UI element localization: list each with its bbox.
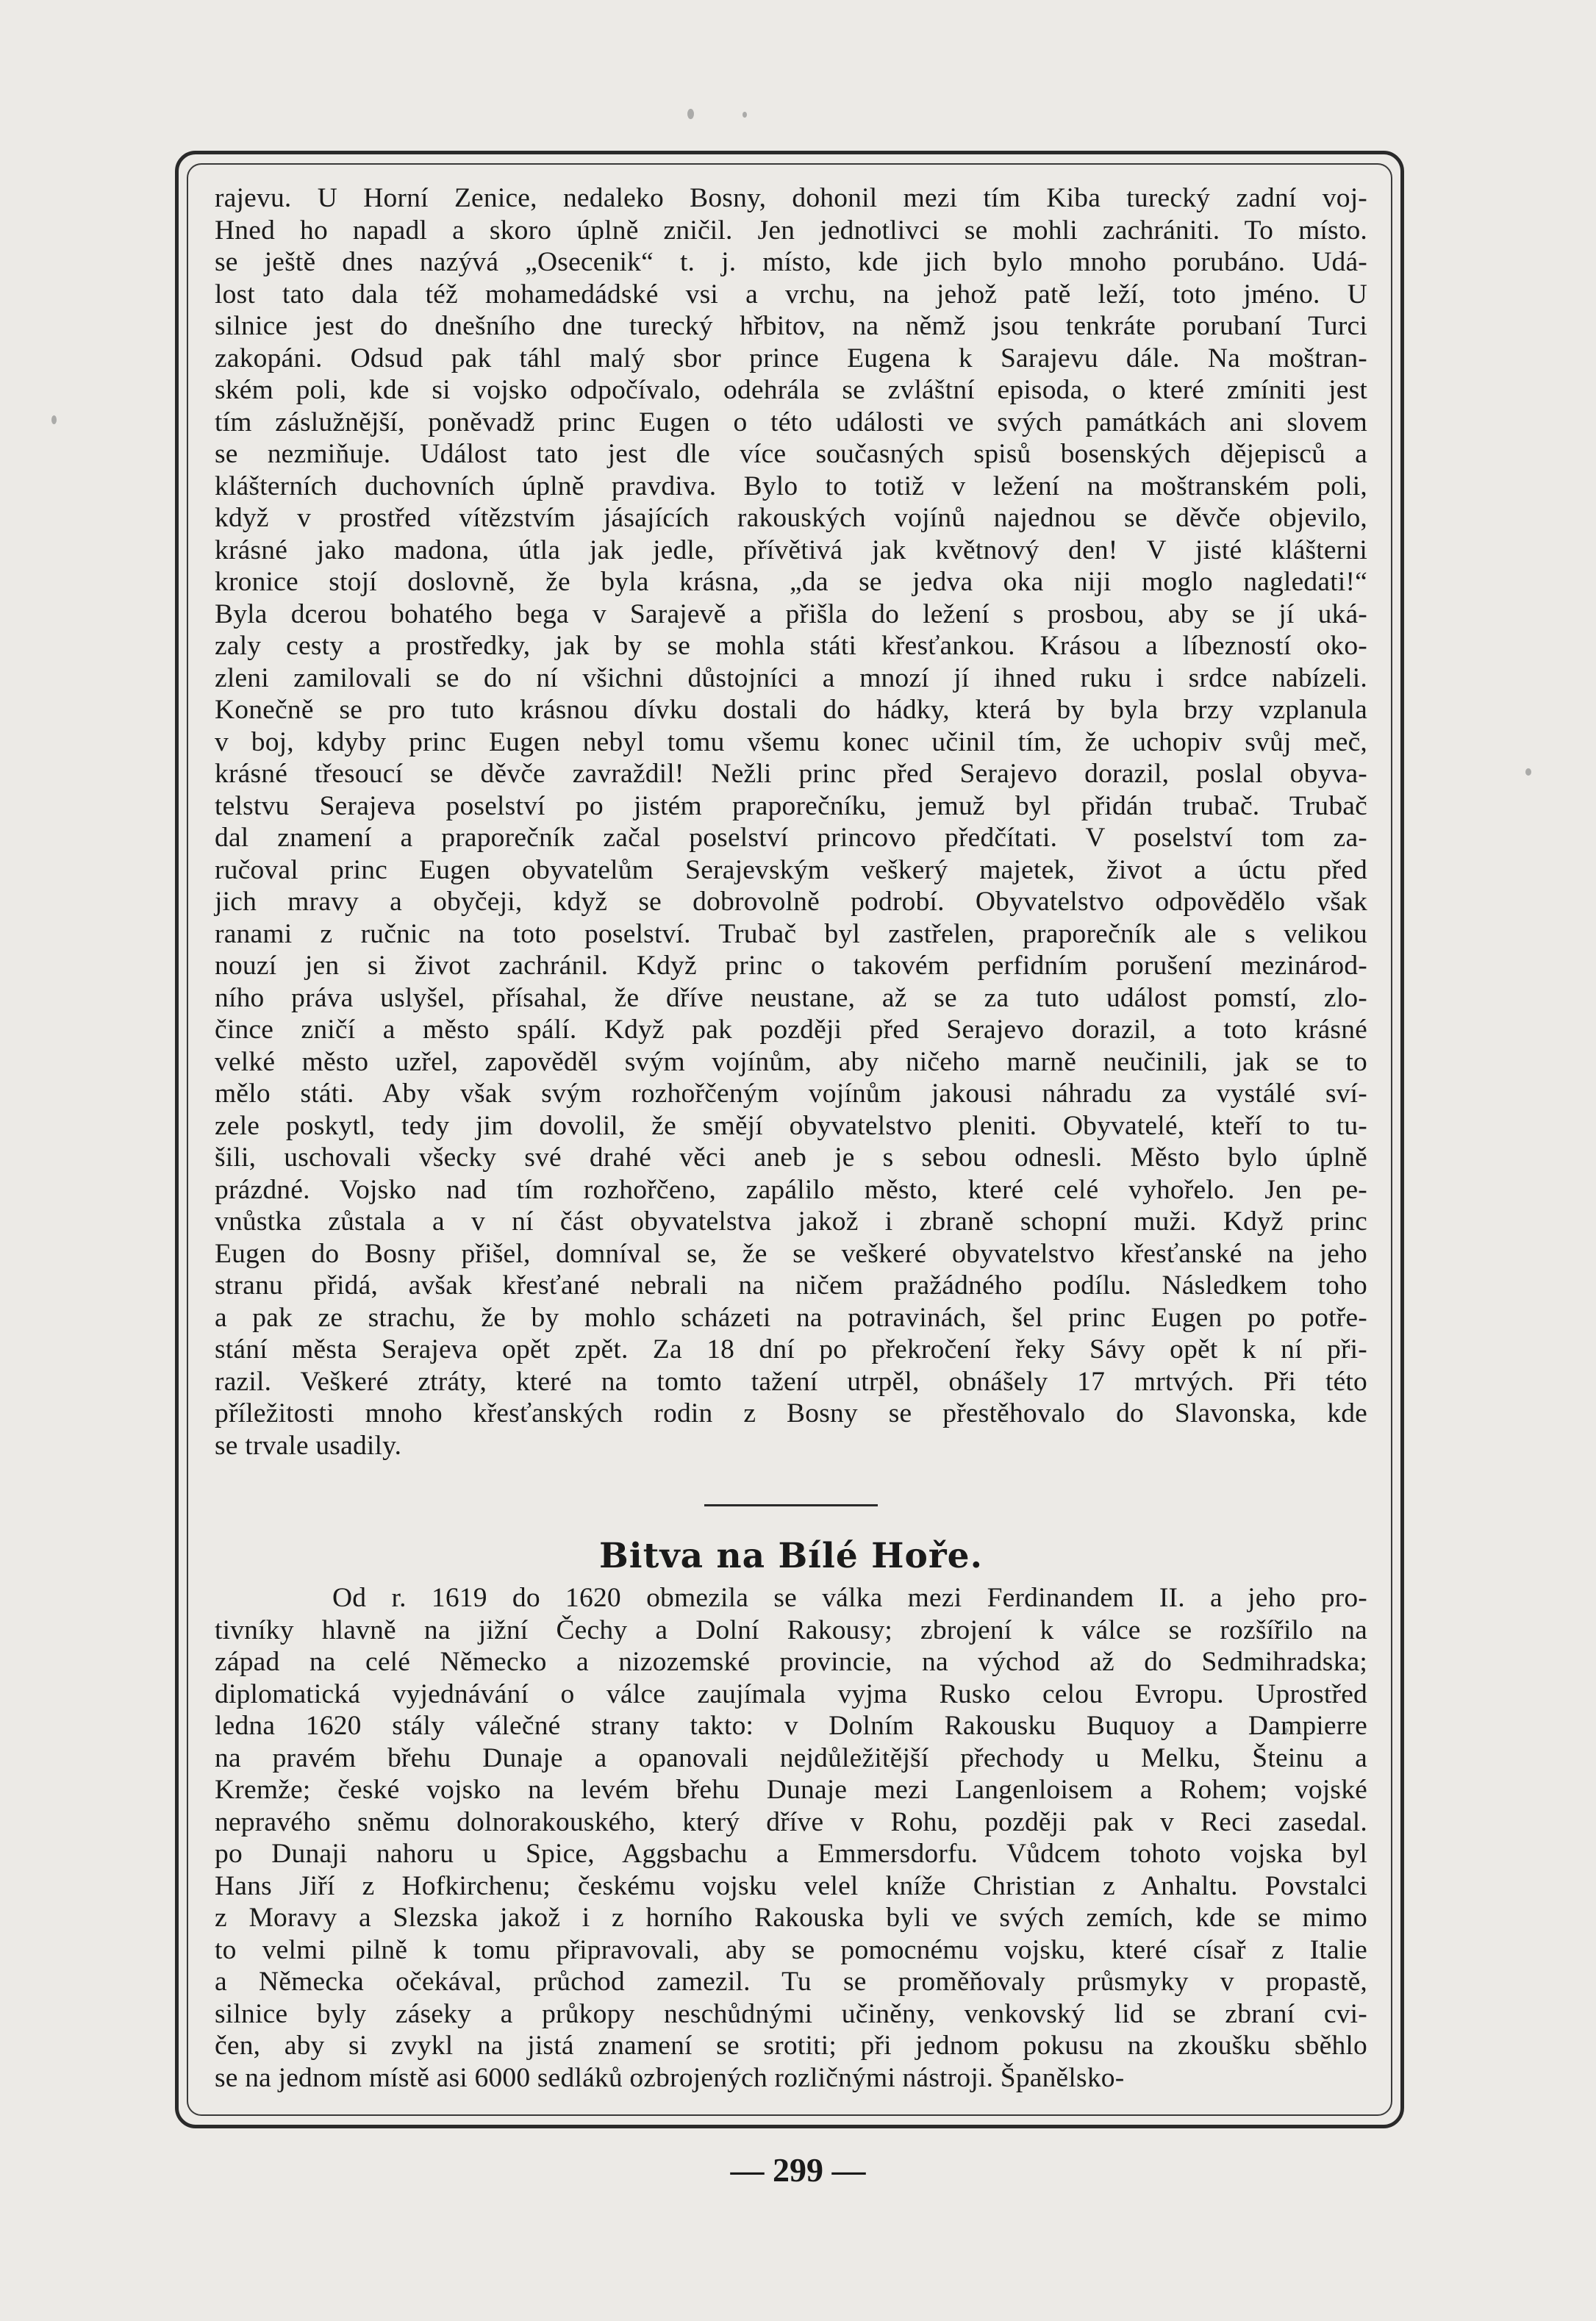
text-line: Od r. 1619 do 1620 obmezila se válka mezi Ferdinandem II. a jeho pro-	[332, 1583, 1367, 1613]
text-line: razil. Veškeré ztráty, které na tomto tažení utrpěl, obnášely 17 mrtvých. Při této	[215, 1366, 1367, 1397]
text-line: čen, aby si zvykl na jistá znamení se srotiti; při jednom pokusu na zkoušku sběhlo	[215, 2031, 1367, 2061]
text-line: silnice byly záseky a průkopy neschůdnými učiněny, venkovský lid se zbraní cvi-	[215, 1998, 1367, 2029]
text-line: vnůstka zůstala a v ní část obyvatelstva jakož i zbraně schopní muži. Když princ	[215, 1206, 1367, 1237]
ink-speck	[687, 109, 694, 119]
text-line: stání města Serajeva opět zpět. Za 18 dní po překročení řeky Sávy opět k ní při-	[215, 1334, 1367, 1365]
text-line: dal znamení a praporečník začal poselství princovo předčítati. V poselství tom za-	[215, 823, 1367, 853]
page-number: — 299 —	[730, 2151, 866, 2189]
text-line: ručoval princ Eugen obyvatelům Serajevským veškerý majetek, život a úctu před	[215, 854, 1367, 885]
text-line: se na jednom místě asi 6000 sedláků ozbrojených rozličnými nástroji. Španělsko-	[215, 2062, 1125, 2093]
text-line: ském poli, kde si vojsko odpočívalo, odehrála se zvláštní episoda, o které zmíniti jest	[215, 375, 1367, 405]
text-line: prázdné. Vojsko nad tím rozhořčeno, zapálilo město, které celé vyhořelo. Jen pe-	[215, 1174, 1367, 1205]
text-line: zakopáni. Odsud pak táhl malý sbor prince Eugena k Sarajevu dále. Na moštran-	[215, 343, 1367, 373]
text-line: zleni zamilovali se do ní všichni důstojníci a mnozí jí ihned ruku i srdce nabízeli.	[215, 662, 1367, 693]
text-line: ranami z ručnic na toto poselství. Trubač byl zastřelen, praporečník ale s velikou	[215, 918, 1367, 949]
ink-speck	[742, 112, 747, 118]
text-line: nepravého sněmu dolnorakouského, který dříve v Rohu, později pak v Reci zasedal.	[215, 1806, 1367, 1837]
text-line: Byla dcerou bohatého bega v Sarajevě a přišla do ležení s prosbou, aby se jí uká-	[215, 598, 1367, 629]
text-line: to velmi pilně k tomu připravovali, aby se pomocnému vojsku, které císař z Italie	[215, 1934, 1367, 1965]
text-line: se nezmiňuje. Událost tato jest dle více současných spisů bosenských dějepisců a	[215, 439, 1367, 469]
text-line: příležitosti mnoho křesťanských rodin z Bosny se přestěhovalo do Slavonska, kde	[215, 1398, 1367, 1428]
text-line: rajevu. U Horní Zenice, nedaleko Bosny, dohonil mezi tím Kiba turecký zadní voj-	[215, 183, 1367, 213]
text-line: ledna 1620 stály válečné strany takto: v Dolním Rakousku Buquoy a Dampierre	[215, 1711, 1367, 1741]
text-line: v boj, kdyby princ Eugen nebyl tomu všemu konec učinil tím, že uchopiv svůj meč,	[215, 726, 1367, 757]
section2-paragraph	[215, 1582, 1367, 2094]
text-line: západ na celé Německo a nizozemské provincie, na východ až do Sedmihradska;	[215, 1647, 1367, 1677]
text-line: krásné jako madona, útla jak jedle, přívětivá jak květnový den! V jisté klášterni	[215, 534, 1367, 565]
text-line: zaly cesty a prostředky, jak by se mohla státi křesťankou. Krásou a líbezností oko-	[215, 631, 1367, 661]
text-line: a Německa očekával, průchod zamezil. Tu se proměňovaly průsmyky v propastě,	[215, 1967, 1367, 1997]
text-line: Hned ho napadl a skoro úplně zničil. Jen jednotlivci se mohli zachrániti. To místo.	[215, 215, 1367, 246]
text-line: zele poskytl, tedy jim dovolil, že smějí obyvatelstvo pleniti. Obyvatelé, kteří to tu-	[215, 1110, 1367, 1141]
text-line: velké město uzřel, zapověděl svým vojínům, aby ničeho marně neučinili, jak se to	[215, 1046, 1367, 1077]
text-line: telstvu Serajeva poselství po jistém praporečníku, jemuž byl přidán trubač. Trubač	[215, 790, 1367, 821]
text-line: a pak ze strachu, že by mohlo scházeti na potravinách, šel princ Eugen po potře-	[215, 1302, 1367, 1333]
text-line: šili, uschovali všecky své drahé věci aneb je s sebou odnesli. Město bylo úplně	[215, 1142, 1367, 1173]
text-line: nouzí jen si život zachránil. Když princ o takovém perfidním porušení mezinárod-	[215, 951, 1367, 981]
text-line: po Dunaji nahoru u Spice, Aggsbachu a Emmersdorfu. Vůdcem tohoto vojska byl	[215, 1839, 1367, 1869]
text-line: krásné třesoucí se děvče zavraždil! Nežli princ před Serajevo dorazil, poslal obyva-	[215, 759, 1367, 789]
text-line: ního práva uslyšel, přísahal, že dříve neustane, až se za tuto událost pomstí, zlo-	[215, 982, 1367, 1013]
text-line: diplomatická vyjednávání o válce zaujímala vyjma Rusko celou Evropu. Uprostřed	[215, 1678, 1367, 1709]
text-line: tím záslužnější, poněvadž princ Eugen o této události ve svých památkách ani slovem	[215, 407, 1367, 437]
text-line: silnice jest do dnešního dne turecký hřbitov, na němž jsou tenkráte porubaní Turci	[215, 311, 1367, 341]
text-line: Kremže; české vojsko na levém břehu Dunaje mezi Langenloisem a Rohem; vojské	[215, 1775, 1367, 1805]
page-content	[215, 182, 1367, 2094]
text-line: Eugen do Bosny přišel, domníval se, že se veškeré obyvatelstvo křesťanské na jeho	[215, 1238, 1367, 1269]
text-line: jich mravy a obyčeji, když se dobrovolně podrobí. Obyvatelstvo odpovědělo však	[215, 887, 1367, 917]
section2-heading: Bitva na Bílé Hoře.	[599, 1536, 983, 1576]
text-line: klášterních duchovních úplně pravdiva. Bylo to totiž v ležení na moštranském poli,	[215, 471, 1367, 501]
ink-speck	[1525, 768, 1531, 776]
text-line: Hans Jiří z Hofkirchenu; českému vojsku velel kníže Christian z Anhaltu. Povstalci	[215, 1870, 1367, 1901]
text-line: kronice stojí doslovně, že byla krásna, „da se jedva oka niji moglo nagledati!“	[215, 567, 1367, 597]
text-line: se trvale usadily.	[215, 1430, 402, 1461]
text-line: z Moravy a Slezska jakož i z horního Rakouska byli ve svých zemích, kde se mimo	[215, 1903, 1367, 1933]
text-line: lost tato dala též mohamedádské vsi a vrchu, na jehož patě leží, toto jméno. U	[215, 279, 1367, 310]
section-divider	[704, 1504, 878, 1506]
text-line: když v prostřed vítězstvím jásajících rakouských vojínů najednou se děvče objevilo,	[215, 503, 1367, 533]
text-line: Konečně se pro tuto krásnou dívku dostali do hádky, která by byla brzy vzplanula	[215, 695, 1367, 725]
text-line: čince zničí a město spálí. Když pak později před Serajevo dorazil, a toto krásné	[215, 1015, 1367, 1045]
text-line: mělo státi. Aby však svým rozhořčeným vojínům jakousi náhradu za vystálé sví-	[215, 1079, 1367, 1109]
ink-speck	[51, 415, 57, 424]
text-line: stranu přidá, avšak křesťané nebrali na ničem pražádného podílu. Následkem toho	[215, 1270, 1367, 1301]
text-line: na pravém břehu Dunaje a opanovali nejdůležitější přechody u Melku, Šteinu a	[215, 1742, 1367, 1773]
section1-paragraph	[215, 182, 1367, 1462]
text-line: se ještě dnes nazývá „Osecenik“ t. j. místo, kde jich bylo mnoho porubáno. Udá-	[215, 247, 1367, 277]
text-line: tivníky hlavně na jižní Čechy a Dolní Rakousy; zbrojení k válce se rozšířilo na	[215, 1614, 1367, 1645]
